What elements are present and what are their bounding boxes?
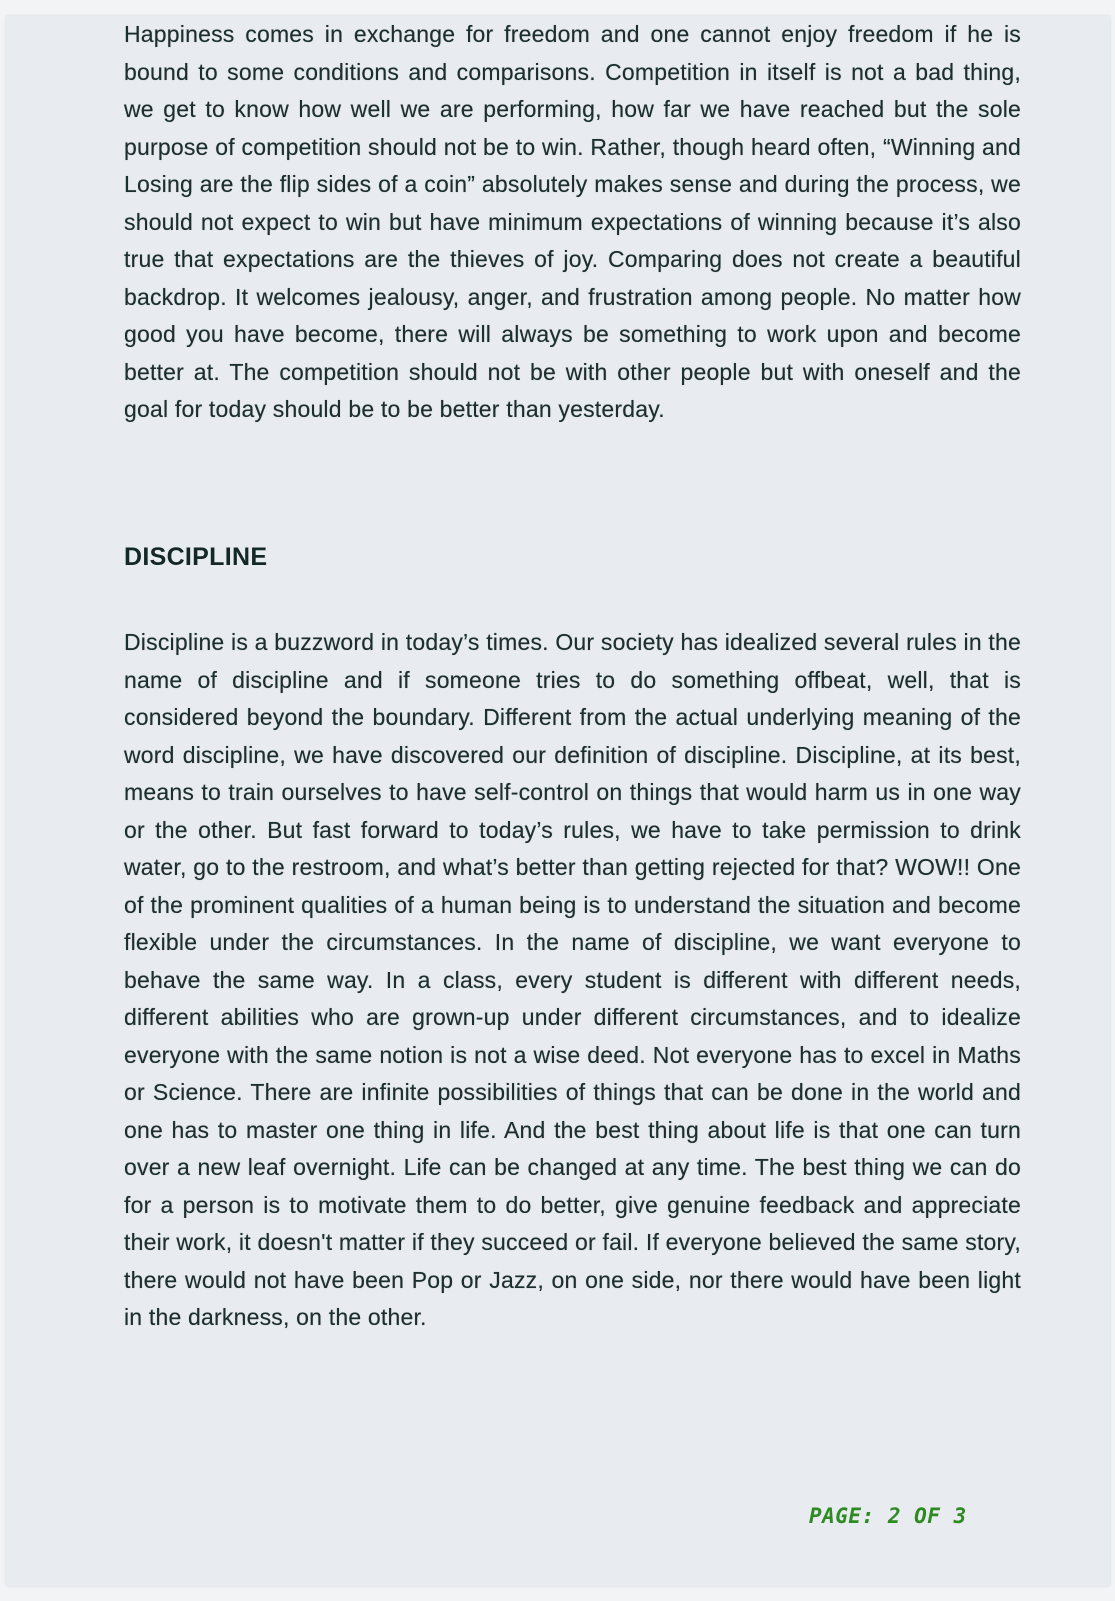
page-number-label: PAGE: 2 OF 3 xyxy=(809,1504,967,1528)
paragraph-discipline: Discipline is a buzzword in today’s times. Our society has idealized several rules in the name of discipline and if someone tries to do something offbeat, well, that is considered beyond the boundary. Different from the actual underlying meaning of the word discipline, we have discovered our definition of discipline. Discipline, at its best, means to train ourselves to have self-control on things that would harm us in one way or the other. But fast forward to today’s rules, we have to take permission to drink water, go to the restroom, and what’s better than getting rejected for that? WOW!! One of the prominent qualities of a human being is to understand the situation and become flexible under the circumstances. In the name of discipline, we want everyone to behave the same way. In a class, every student is different with different needs, different abilities who are grown-up under different circumstances, and to idealize everyone with the same notion is not a wise deed. Not everyone has to excel in Maths or Science. There are infinite possibilities of things that can be done in the world and one has to master one thing in life. And the best thing about life is that one can turn over a new leaf overnight. Life can be changed at any time. The best thing we can do for a person is to motivate them to do better, give genuine feedback and appreciate their work, it doesn't matter if they succeed or fail. If everyone believed the same story, there would not have been Pop or Jazz, on one side, nor there would have been light in the darkness, on the other. xyxy=(124,629,1021,1330)
paragraph-competition: Happiness comes in exchange for freedom and one cannot enjoy freedom if he is bound to some conditions and comparisons. Competition in itself is not a bad thing, we get to know how well we are performing, how far we have reached but the sole purpose of competition should not be to win. Rather, though heard often, “Winning and Losing are the flip sides of a coin” absolutely makes sense and during the process, we should not expect to win but have minimum expectations of winning because it’s also true that expectations are the thieves of joy. Comparing does not create a beautiful backdrop. It welcomes jealousy, anger, and frustration among people. No matter how good you have become, there will always be something to work upon and become better at. The competition should not be with other people but with oneself and the goal for today should be to be better than yesterday. xyxy=(124,21,1021,422)
section-heading-discipline: DISCIPLINE xyxy=(124,543,268,571)
document-page xyxy=(6,16,1110,1586)
